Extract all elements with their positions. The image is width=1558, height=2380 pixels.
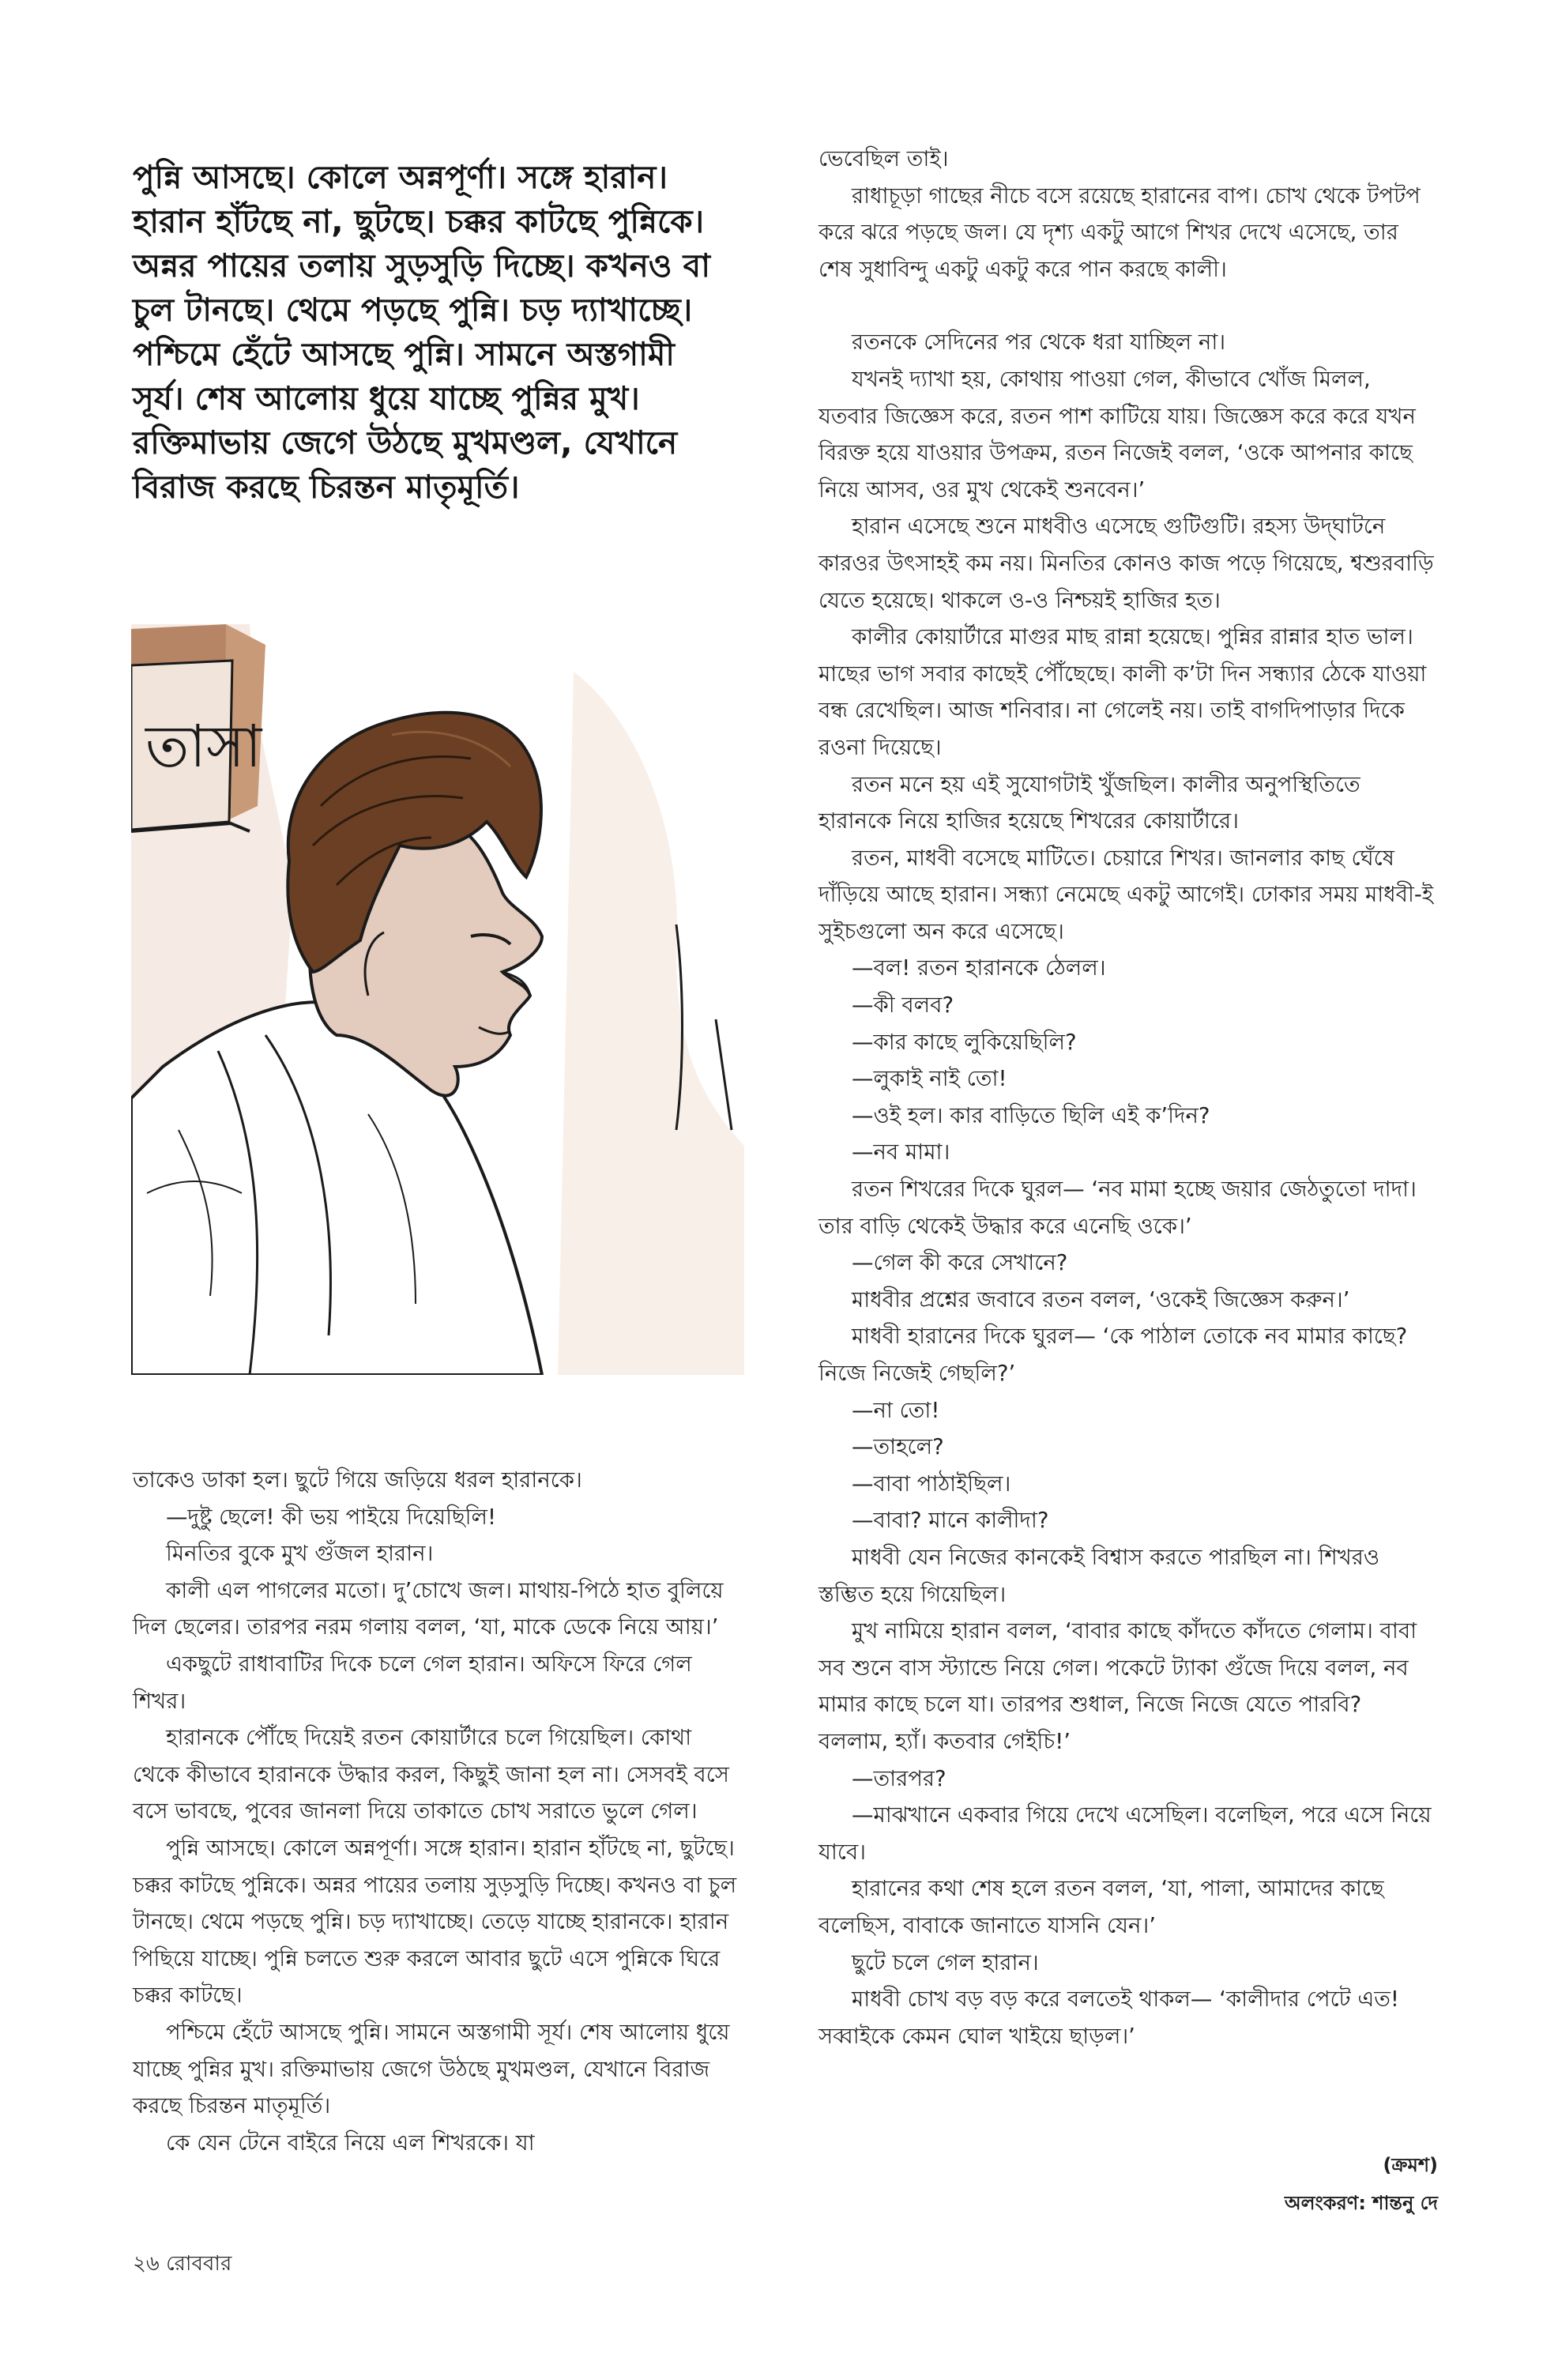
paragraph: যখনই দ্যাখা হয়, কোথায় পাওয়া গেল, কীভাবে খোঁজ মিলল, যতবার জিজ্ঞেস করে, রতন পাশ কাটিয়ে যায়। জিজ্ঞেস করে করে যখন বিরক্ত হয়ে যাওয়ার উপক্রম, রতন নিজেই বলল, ‘ওকে আপনার কাছে নিয়ে আসব, ওর মুখ থেকেই শুনবেন।’ xyxy=(819,366,1416,503)
dialogue-line: —বল! রতন হারানকে ঠেলল। xyxy=(852,955,1106,981)
paragraph: হারানকে পৌঁছে দিয়েই রতন কোয়ার্টারে চলে গিয়েছিল। কোথা থেকে কীভাবে হারানকে উদ্ধার করল, কিছুই জানা হল না। সেসবই বসে বসে ভাবছে, পুবের জানলা দিয়ে তাকাতে চোখ সরাতে ভুলে গেল। xyxy=(133,1725,729,1825)
paragraph: কালী এল পাগলের মতো। দু’চোখে জল। মাথায়-পিঠে হাত বুলিয়ে দিল ছেলের। তারপর নরম গলায় বলল, ‘যা, মাকে ডেকে নিয়ে আয়।’ xyxy=(133,1577,724,1640)
dialogue-line: —কার কাছে লুকিয়েছিলি? xyxy=(852,1029,1077,1055)
paragraph: মুখ নামিয়ে হারান বলল, ‘বাবার কাছে কাঁদতে কাঁদতে গেলাম। বাবা সব শুনে বাস স্ট্যান্ডে নিয়ে গেল। পকেটে ট্যাকা গুঁজে দিয়ে বলল, নব মামার কাছে চলে যা। তারপর শুধাল, নিজে নিজে যেতে পারবি? বললাম, হ্যাঁ। কতবার গেইচি!’ xyxy=(819,1618,1417,1754)
page-folio: ২৬ রোববার xyxy=(133,2252,232,2276)
paragraph: মাধবী চোখ বড় বড় করে বলতেই থাকল— ‘কালীদার পেটে এত! সব্বাইকে কেমন ঘোল খাইয়ে ছাড়ল।’ xyxy=(819,1986,1399,2049)
paragraph: হারান এসেছে শুনে মাধবীও এসেছে গুটিগুটি। রহস্য উদ্‌ঘাটনে কারওর উৎসাহই কম নয়। মিনতির কোনও কাজ পড়ে গিয়েছে, শ্বশুরবাড়ি যেতে হয়েছে। থাকলে ও-ও নিশ্চয়ই হাজির হত। xyxy=(819,514,1434,613)
paragraph: রতন, মাধবী বসেছে মাটিতে। চেয়ারে শিখর। জানলার কাছ ঘেঁষে দাঁড়িয়ে আছে হারান। সন্ধ্যা নেমেছে একটু আগেই। ঢোকার সময় মাধবী-ই সুইচগুলো অন করে এসেছে। xyxy=(819,845,1434,944)
paragraph: পশ্চিমে হেঁটে আসছে পুন্নি। সামনে অস্তগামী সূর্য। শেষ আলোয় ধুয়ে যাচ্ছে পুন্নির মুখ। রক্তিমাভায় জেগে উঠছে মুখমণ্ডল, যেখানে বিরাজ করছে চিরন্তন মাতৃমূর্তি। xyxy=(133,2019,730,2119)
paragraph: —দুষ্টু ছেলে! কী ভয় পাইয়ে দিয়েছিলি! xyxy=(166,1504,496,1530)
dialogue-line: —নব মামা। xyxy=(852,1139,950,1166)
right-column xyxy=(819,141,1435,2054)
paragraph: কে যেন টেনে বাইরে নিয়ে এল শিখরকে। যা xyxy=(166,2130,535,2156)
dialogue-line: —বাবা পাঠাইছিল। xyxy=(852,1471,1011,1497)
paragraph: হারানের কথা শেষ হলে রতন বলল, ‘যা, পালা, আমাদের কাছে বলেছিস, বাবাকে জানাতে যাসনি যেন।’ xyxy=(819,1876,1384,1938)
pull-quote: পুন্নি আসছে। কোলে অন্নপূর্ণা। সঙ্গে হারান। হারান হাঁটছে না, ছুটছে। চক্কর কাটছে পুন্নিকে। অন্নর পায়ের তলায় সুড়সুড়ি দিচ্ছে। কখনও বা চুল টানছে। থেমে পড়ছে পুন্নি। চড় দ্যাখাচ্ছে। পশ্চিমে হেঁটে আসছে পুন্নি। সামনে অস্তগামী সূর্য। শেষ আলোয় ধুয়ে যাচ্ছে পুন্নির মুখ। রক্তিমাভায় জেগে উঠছে মুখমণ্ডল, যেখানে বিরাজ করছে চিরন্তন মাতৃমূর্তি। xyxy=(133,158,710,506)
paragraph: রতন শিখরের দিকে ঘুরল— ‘নব মামা হচ্ছে জয়ার জেঠতুতো দাদা। তার বাড়ি থেকেই উদ্ধার করে এনেছি ওকে।’ xyxy=(819,1177,1417,1239)
dialogue-line: —লুকাই নাই তো! xyxy=(852,1066,1007,1092)
dialogue-line: —গেল কী করে সেখানে? xyxy=(852,1250,1068,1276)
paragraph: রতন মনে হয় এই সুযোগটাই খুঁজছিল। কালীর অনুপস্থিতিতে হারানকে নিয়ে হাজির হয়েছে শিখরের কোয়ার্টারে। xyxy=(819,771,1360,834)
dialogue-line: —ওই হল। কার বাড়িতে ছিলি এই ক’দিন? xyxy=(852,1102,1210,1128)
paragraph: পুন্নি আসছে। কোলে অন্নপূর্ণা। সঙ্গে হারান। হারান হাঁটছে না, ছুটছে। চক্কর কাটছে পুন্নিকে। অন্নর পায়ের তলায় সুড়সুড়ি দিচ্ছে। কখনও বা চুল টানছে। থেমে পড়ছে পুন্নি। চড় দ্যাখাচ্ছে। তেড়ে যাচ্ছে হারানকে। হারান পিছিয়ে যাচ্ছে। পুন্নি চলতে শুরু করলে আবার ছুটে এসে পুন্নিকে ঘিরে চক্কর কাটছে। xyxy=(133,1835,737,2009)
dialogue-line: —তাহলে? xyxy=(852,1434,944,1460)
dialogue-line: —কী বলব? xyxy=(852,992,954,1019)
illustration-credit: অলংকরণ: শান্তনু দে xyxy=(1284,2192,1438,2214)
paragraph: রতনকে সেদিনের পর থেকে ধরা যাচ্ছিল না। xyxy=(852,330,1226,356)
paragraph: মিনতির বুকে মুখ গুঁজল হারান। xyxy=(166,1541,434,1567)
paragraph: রাধাচূড়া গাছের নীচে বসে রয়েছে হারানের বাপ। চোখ থেকে টপটপ করে ঝরে পড়ছে জল। যে দৃশ্য একটু আগে শিখর দেখে এসেছে, তার শেষ সুধাবিন্দু একটু একটু করে পান করছে কালী। xyxy=(819,183,1421,282)
story-illustration xyxy=(131,624,744,1375)
paragraph: মাধবী হারানের দিকে ঘুরল— ‘কে পাঠাল তোকে নব মামার কাছে? নিজে নিজেই গেছলি?’ xyxy=(819,1324,1408,1386)
dialogue-line: —বাবা? মানে কালীদা? xyxy=(852,1508,1049,1534)
dialogue-line: —না তো! xyxy=(852,1397,940,1423)
illustration-drawing xyxy=(131,624,744,1375)
sign-board-text: তাসা xyxy=(145,713,262,781)
paragraph: ভেবেছিল তাই। xyxy=(819,146,949,171)
dialogue-line: —মাঝখানে একবার গিয়ে দেখে এসেছিল। বলেছিল, পরে এসে নিয়ে যাবে। xyxy=(819,1802,1432,1865)
paragraph: ছুটে চলে গেল হারান। xyxy=(852,1949,1039,1975)
paragraph: মাধবীর প্রশ্নের জবাবে রতন বলল, ‘ওকেই জিজ্ঞেস করুন।’ xyxy=(852,1286,1350,1312)
paragraph: কালীর কোয়ার্টারে মাগুর মাছ রান্না হয়েছে। পুন্নির রান্নার হাত ভাল। মাছের ভাগ সবার কাছেই পৌঁছেছে। কালী ক’টা দিন সন্ধ্যার ঠেকে যাওয়া বন্ধ রেখেছিল। আজ শনিবার। না গেলেই নয়। তাই বাগদিপাড়ার দিকে রওনা দিয়েছে। xyxy=(819,624,1427,760)
dialogue-line: —তারপর? xyxy=(852,1765,946,1791)
paragraph: তাকেও ডাকা হল। ছুটে গিয়ে জড়িয়ে ধরল হারানকে। xyxy=(133,1467,582,1493)
section-break xyxy=(819,288,1435,324)
left-column xyxy=(133,1462,741,2161)
continued-marker: (ক্রমশ) xyxy=(1383,2154,1438,2176)
paragraph: মাধবী যেন নিজের কানকেই বিশ্বাস করতে পারছিল না। শিখরও স্তম্ভিত হয়ে গিয়েছিল। xyxy=(819,1544,1380,1607)
paragraph: একছুটে রাধাবাটির দিকে চলে গেল হারান। অফিসে ফিরে গেল শিখর। xyxy=(133,1651,692,1714)
